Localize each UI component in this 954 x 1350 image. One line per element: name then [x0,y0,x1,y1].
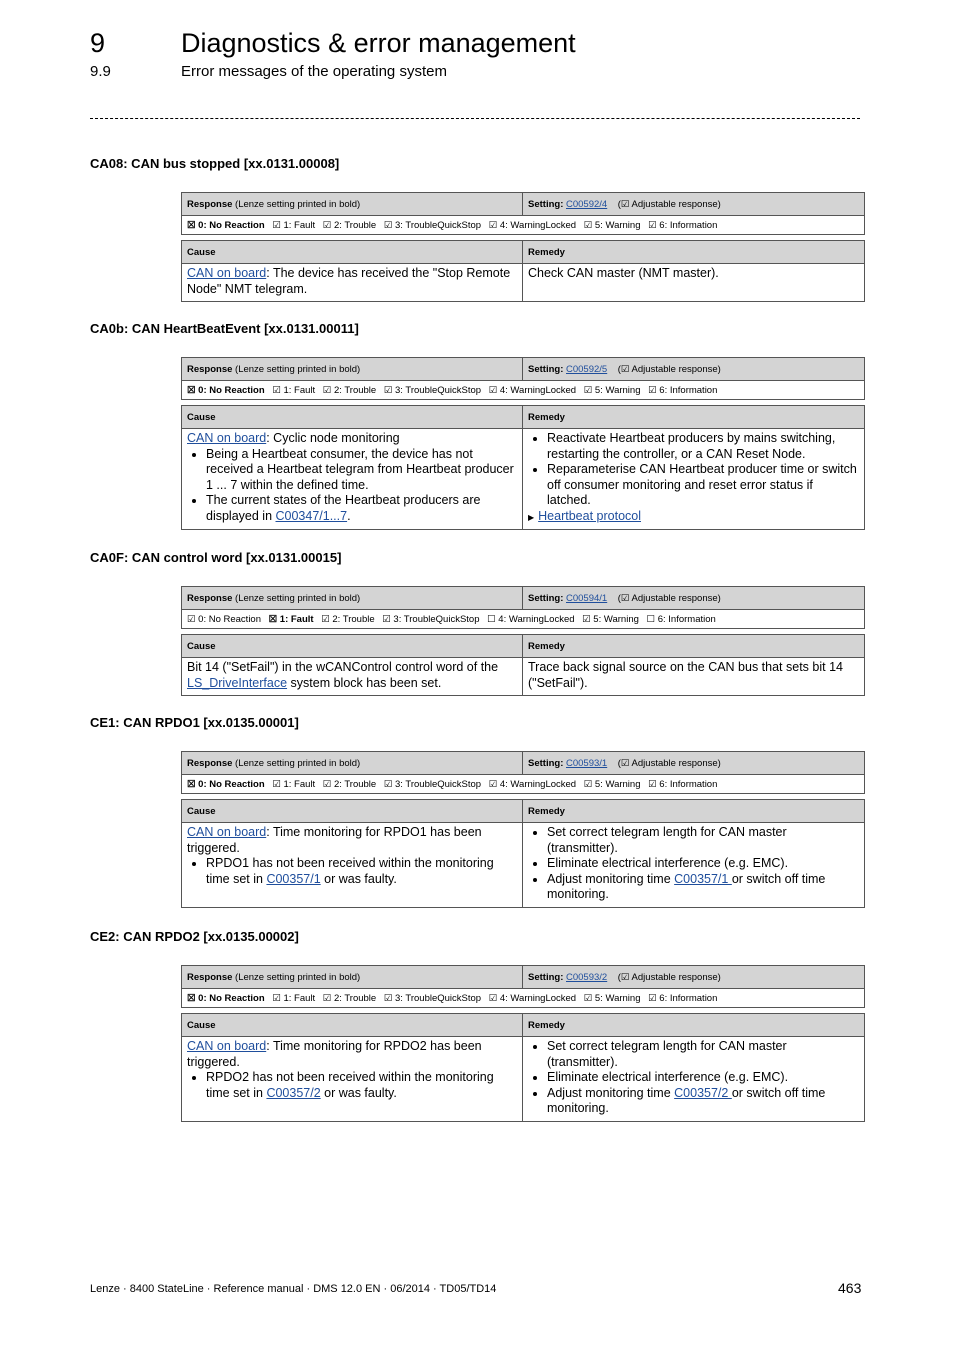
response-option: ☑ 4: WarningLocked [488,219,577,231]
can-on-board-link[interactable]: CAN on board [187,825,267,839]
cause-header: Cause [182,1014,523,1037]
footer-text: Lenze · 8400 StateLine · Reference manual · DMS 12.0 EN · 06/2014 · TD05/TD14 [90,1283,497,1295]
remedy-cell: Trace back signal source on the CAN bus that sets bit 14 ("SetFail"). [523,658,865,696]
response-options [182,775,865,794]
setting-link[interactable]: C00593/2 [566,971,608,983]
error-heading: CA08: CAN bus stopped [xx.0131.00008] [90,156,340,171]
response-label: Response (Lenze setting printed in bold) [182,587,523,610]
list-item: • Adjust monitoring time C00357/2 or switch off time monitoring. [547,1086,859,1117]
response-option: ☑ 3: TroubleQuickStop [383,219,482,231]
setting-cell: Setting: C00592/4 (☑ Adjustable response) [523,193,865,216]
response-option: ☑ 2: Trouble [322,778,377,790]
response-option: ☑ 6: Information [648,992,718,1004]
response-option: ☐ 4: WarningLocked [487,613,575,625]
list-item: • Set correct telegram length for CAN master (transmitter). [547,825,859,856]
response-option: ☐ 6: Information [646,613,716,625]
cause-header: Cause [182,800,523,823]
cause-header: Cause [182,406,523,429]
response-option: ☑ 2: Trouble [322,992,377,1004]
response-option: ☑ 3: TroubleQuickStop [383,992,482,1004]
response-option: ☒ 1: Fault [268,613,314,625]
response-option: ☑ 2: Trouble [321,613,375,625]
list-item: • Being a Heartbeat consumer, the device has not received a Heartbeat telegram from Heartbeat producer 1 ... 7 within the defined time. [206,447,517,494]
cause-remedy-table [181,634,865,696]
parameter-link[interactable]: C00357/2 [266,1085,321,1100]
setting-cell: Setting: C00593/1 (☑ Adjustable response) [523,752,865,775]
response-option: ☑ 5: Warning [582,613,639,625]
setting-cell: Setting: C00593/2 (☑ Adjustable response) [523,966,865,989]
response-option: ☑ 5: Warning [583,778,641,790]
list-item: • RPDO2 has not been received within the monitoring time set in C00357/2 or was faulty. [206,1070,517,1101]
chapter-title: Diagnostics & error management [181,28,576,58]
response-option: ☑ 4: WarningLocked [488,384,577,396]
page-number: 463 [838,1280,862,1296]
setting-link[interactable]: C00593/1 [566,757,608,769]
list-item: • RPDO1 has not been received within the monitoring time set in C00357/1 or was faulty. [206,856,517,887]
response-option: ☑ 1: Fault [272,219,316,231]
response-table [181,751,865,794]
error-heading: CA0F: CAN control word [xx.0131.00015] [90,550,342,565]
response-option: ☑ 2: Trouble [322,384,377,396]
parameter-link[interactable]: C00357/2 [674,1085,732,1100]
cause-remedy-table [181,405,865,530]
cause-remedy-table [181,799,865,908]
list-item: • Reparameterise CAN Heartbeat producer time or switch off consumer monitoring and reset error status if latched. [547,462,859,509]
response-option: ☑ 3: TroubleQuickStop [383,384,482,396]
response-table [181,586,865,629]
response-option: ☑ 4: WarningLocked [488,992,577,1004]
list-item: • Set correct telegram length for CAN master (transmitter). [547,1039,859,1070]
response-label: Response (Lenze setting printed in bold) [182,358,523,381]
remedy-cell [523,823,865,908]
cause-cell: CAN on board: Time monitoring for RPDO2 has been triggered. • RPDO2 has not been received within the monitoring time set in C00357/2 or was faulty. [182,1037,523,1122]
remedy-header: Remedy [523,635,865,658]
section-number: 9.9 [90,63,111,80]
list-item: • The current states of the Heartbeat producers are displayed in C00347/1...7. [206,493,517,524]
error-heading: CE2: CAN RPDO2 [xx.0135.00002] [90,929,299,944]
remedy-header: Remedy [523,800,865,823]
setting-link[interactable]: C00594/1 [566,592,608,604]
response-table [181,192,865,235]
response-option: ☑ 0: No Reaction [187,613,261,625]
chapter-number: 9 [90,28,106,58]
cause-cell: CAN on board: Time monitoring for RPDO1 has been triggered. • RPDO1 has not been received within the monitoring time set in C00357/1 or was faulty. [182,823,523,908]
cause-cell: CAN on board: Cyclic node monitoring • Being a Heartbeat consumer, the device has not received a Heartbeat telegram from Heartbeat producer 1 ... 7 within the defined time. • The current states of the Heartbeat producers are displayed in C00347/1...7. [182,429,523,530]
parameter-link[interactable]: C00347/1...7 [275,508,348,523]
response-option: ☑ 3: TroubleQuickStop [382,613,480,625]
header-divider [90,118,860,119]
response-option: ☑ 1: Fault [272,992,316,1004]
cause-cell: Bit 14 ("SetFail") in the wCANControl control word of the LS_DriveInterface system block has been set. [182,658,523,696]
response-option: ☑ 1: Fault [272,384,316,396]
setting-cell: Setting: C00594/1 (☑ Adjustable response) [523,587,865,610]
parameter-link[interactable]: C00357/1 [674,871,732,886]
response-option: ☑ 1: Fault [272,778,316,790]
response-option: ☑ 6: Information [648,384,718,396]
response-option: ☒ 0: No Reaction [187,778,265,790]
remedy-header: Remedy [523,406,865,429]
cause-remedy-table [181,1013,865,1122]
response-label: Response (Lenze setting printed in bold) [182,966,523,989]
list-item: • Eliminate electrical interference (e.g. EMC). [547,856,859,872]
response-option: ☑ 5: Warning [583,219,641,231]
remedy-cell: Check CAN master (NMT master). [523,264,865,302]
remedy-header: Remedy [523,1014,865,1037]
response-option: ☑ 6: Information [648,219,718,231]
response-option: ☑ 5: Warning [583,384,641,396]
response-label: Response (Lenze setting printed in bold) [182,752,523,775]
cause-header: Cause [182,635,523,658]
response-option: ☑ 5: Warning [583,992,641,1004]
response-option: ☒ 0: No Reaction [187,992,265,1004]
list-item: • Eliminate electrical interference (e.g. EMC). [547,1070,859,1086]
setting-link[interactable]: C00592/4 [566,198,608,210]
response-option: ☑ 2: Trouble [322,219,377,231]
cause-header: Cause [182,241,523,264]
cause-remedy-table [181,240,865,302]
can-on-board-link[interactable]: CAN on board [187,1039,267,1053]
response-option: ☑ 6: Information [648,778,718,790]
response-options [182,989,865,1008]
response-table [181,357,865,400]
response-option: ☑ 3: TroubleQuickStop [383,778,482,790]
response-option: ☒ 0: No Reaction [187,219,265,231]
remedy-cell [523,429,865,530]
parameter-link[interactable]: C00357/1 [266,871,321,886]
response-label: Response (Lenze setting printed in bold) [182,193,523,216]
response-options [182,610,865,629]
response-options [182,381,865,400]
heartbeat-protocol-link[interactable]: Heartbeat protocol [538,508,641,523]
cause-cell: CAN on board: The device has received the "Stop Remote Node" NMT telegram. [182,264,523,302]
list-item: • Reactivate Heartbeat producers by mains switching, restarting the controller, or a CAN Reset Node. [547,431,859,462]
response-table [181,965,865,1008]
remedy-header: Remedy [523,241,865,264]
can-on-board-link[interactable]: CAN on board [187,266,267,280]
error-heading: CA0b: CAN HeartBeatEvent [xx.0131.00011] [90,321,359,336]
arrow-right-icon [528,509,538,523]
list-item: • Adjust monitoring time C00357/1 or switch off time monitoring. [547,872,859,903]
error-heading: CE1: CAN RPDO1 [xx.0135.00001] [90,715,299,730]
setting-link[interactable]: C00592/5 [566,363,608,375]
ls-driveinterface-link[interactable]: LS_DriveInterface [187,675,288,690]
section-title: Error messages of the operating system [181,63,447,80]
response-option: ☒ 0: No Reaction [187,384,265,396]
remedy-cell [523,1037,865,1122]
response-option: ☑ 4: WarningLocked [488,778,577,790]
response-options [182,216,865,235]
setting-cell: Setting: C00592/5 (☑ Adjustable response) [523,358,865,381]
can-on-board-link[interactable]: CAN on board [187,431,267,445]
